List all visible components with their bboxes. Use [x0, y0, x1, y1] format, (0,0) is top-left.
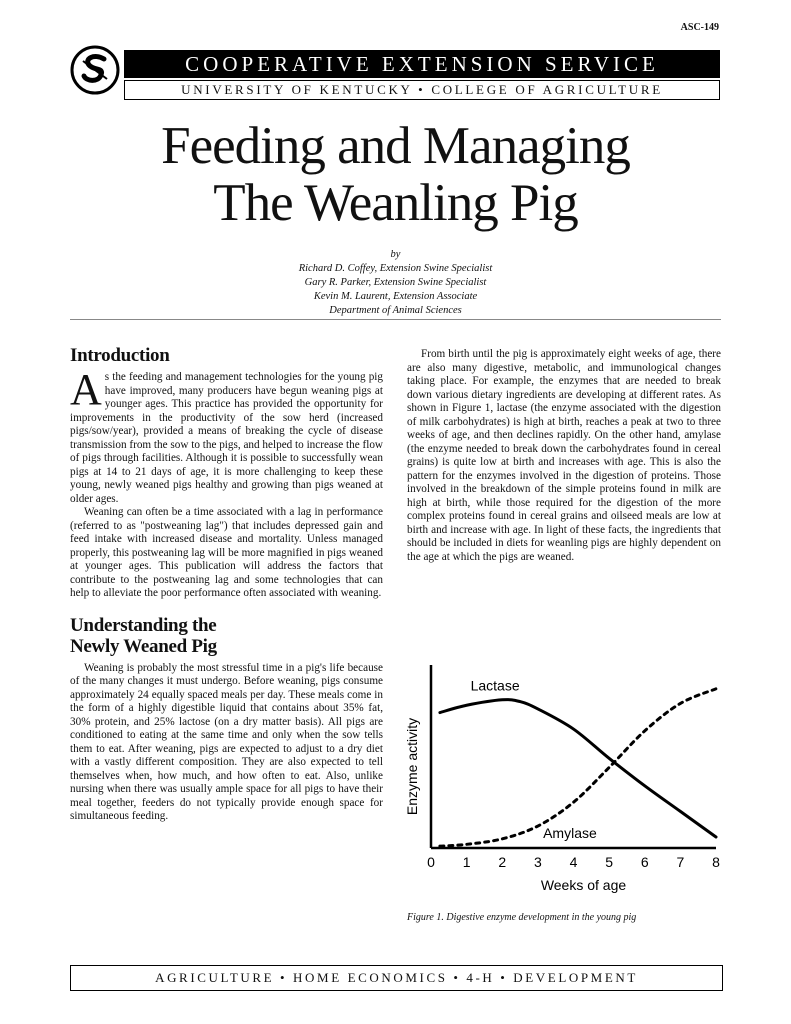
intro-paragraph-1-text: s the feeding and management technologies for the young pig have improved, many producers have begun weaning pigs at younger ages. This practice has provided the opportunity for improvements in the productivity of the sow herd (increased pigs/sow/year), provided a means of breaking the cycle of disease transmission from the sow to the pigs, and helped to increase the flow of pigs through facilities. Although it is possible to successfully wean pigs at 14 to 21 days of age, it is more challenging to keep these young, newly weaned pigs healthy and growing than pigs weaned at older ages.	[70, 371, 383, 505]
document-id: ASC-149	[680, 22, 719, 33]
intro-paragraph-1	[70, 365, 383, 506]
annotation-lactase: Lactase	[470, 677, 520, 694]
title-line-1: Feeding and Managing	[161, 117, 630, 175]
x-tick-label: 8	[712, 854, 720, 870]
author-2: Gary R. Parker, Extension Swine Specialist	[304, 277, 487, 288]
x-tick-label: 5	[605, 854, 614, 870]
enzyme-paragraph: From birth until the pig is approximately eight weeks of age, there are also many digestive, metabolic, and immunological changes taking place. For example, the enzymes that are needed to break down various dietary ingredients are developing at different rates. As shown in Figure 1, lactase (the enzyme associated with the digestion of milk carbohydrates) is high at birth, reaches a peak at two to three weeks of age, and then declines rapidly. On the other hand, amylase (the enzyme needed to break down the carbohydrates found in cereal grains) is quite low at birth and increases with age. This is also the pattern for the enzymes involved in the digestion of proteins. Those involved in the breakdown of the simple proteins found in milk are high at birth, while those required for the digestion of the more complex proteins found in cereal grains and oilseed meals are low at birth and increase with age. In light of these facts, the ingredients that should be included in diets for weanling pigs are highly dependent on the age at which the pigs are weaned.	[407, 348, 721, 563]
series-line-amylase	[440, 689, 716, 846]
page-title	[70, 118, 721, 232]
author-1: Richard D. Coffey, Extension Swine Specialist	[298, 263, 493, 274]
title-line-2: The Weanling Pig	[213, 174, 578, 232]
series-line-lactase	[440, 700, 716, 837]
figure-caption: Figure 1. Digestive enzyme development in the young pig	[407, 912, 637, 923]
right-column	[407, 348, 721, 564]
footer-banner: AGRICULTURE • HOME ECONOMICS • 4-H • DEVELOPMENT	[70, 965, 723, 991]
department: Department of Animal Sciences	[329, 305, 462, 316]
enzyme-chart	[400, 655, 725, 905]
x-tick-label: 0	[427, 854, 435, 870]
x-tick-label: 1	[462, 854, 471, 870]
x-tick-label: 6	[640, 854, 649, 870]
intro-paragraph-2: Weaning can often be a time associated with a lag in performance (referred to as "postweaning lag") that includes depressed gain and feed intake with increased disease and mortality. Unless managed properly, this postweaning lag will be more magnified in pigs weaned at younger ages. This publication will address the factors that contribute to the postweaning lag and some technologies that can help to alleviate the poor performance often associated with weaning.	[70, 506, 383, 599]
cooperative-extension-logo-icon	[70, 45, 120, 95]
understanding-heading	[70, 615, 383, 657]
x-tick-label: 2	[498, 854, 507, 870]
x-tick-label: 3	[533, 854, 542, 870]
byline	[70, 248, 721, 318]
title-divider	[70, 319, 721, 320]
y-axis-label: Enzyme activity	[404, 717, 420, 816]
understanding-paragraph-1: Weaning is probably the most stressful time in a pig's life because of the many changes it must undergo. Before weaning, pigs consume approximately 24 equally spaced meals per day. These meals come in the form of a highly digestible liquid that contains about 35% fat, 30% protein, and 25% lactose (on a dry matter basis). All pigs are conditioned to eating at the same time and only when the sow tells them to eat. After weaning, pigs are expected to adjust to a dry diet with a vastly different composition. They are also expected to tell themselves when, how much, and how often to eat. Also, unlike nursing when there was usually ample space for all pigs to have their meal together, feeders do not typically provide enough space for simultaneous feeding.	[70, 661, 383, 822]
understanding-heading-line-1: Understanding the	[70, 614, 217, 636]
annotation-amylase: Amylase	[543, 824, 597, 841]
author-3: Kevin M. Laurent, Extension Associate	[313, 291, 478, 302]
x-tick-label: 4	[569, 854, 578, 870]
extension-banner: COOPERATIVE EXTENSION SERVICE	[124, 50, 720, 78]
understanding-heading-line-2: Newly Weaned Pig	[70, 635, 217, 657]
byline-by: by	[390, 249, 401, 260]
left-column	[70, 345, 383, 824]
x-axis-label: Weeks of age	[540, 877, 627, 893]
drop-cap: A	[70, 365, 102, 414]
university-line: UNIVERSITY OF KENTUCKY • COLLEGE OF AGRICULTURE	[124, 80, 720, 100]
introduction-heading: Introduction	[70, 345, 170, 366]
x-tick-label: 7	[676, 854, 685, 870]
